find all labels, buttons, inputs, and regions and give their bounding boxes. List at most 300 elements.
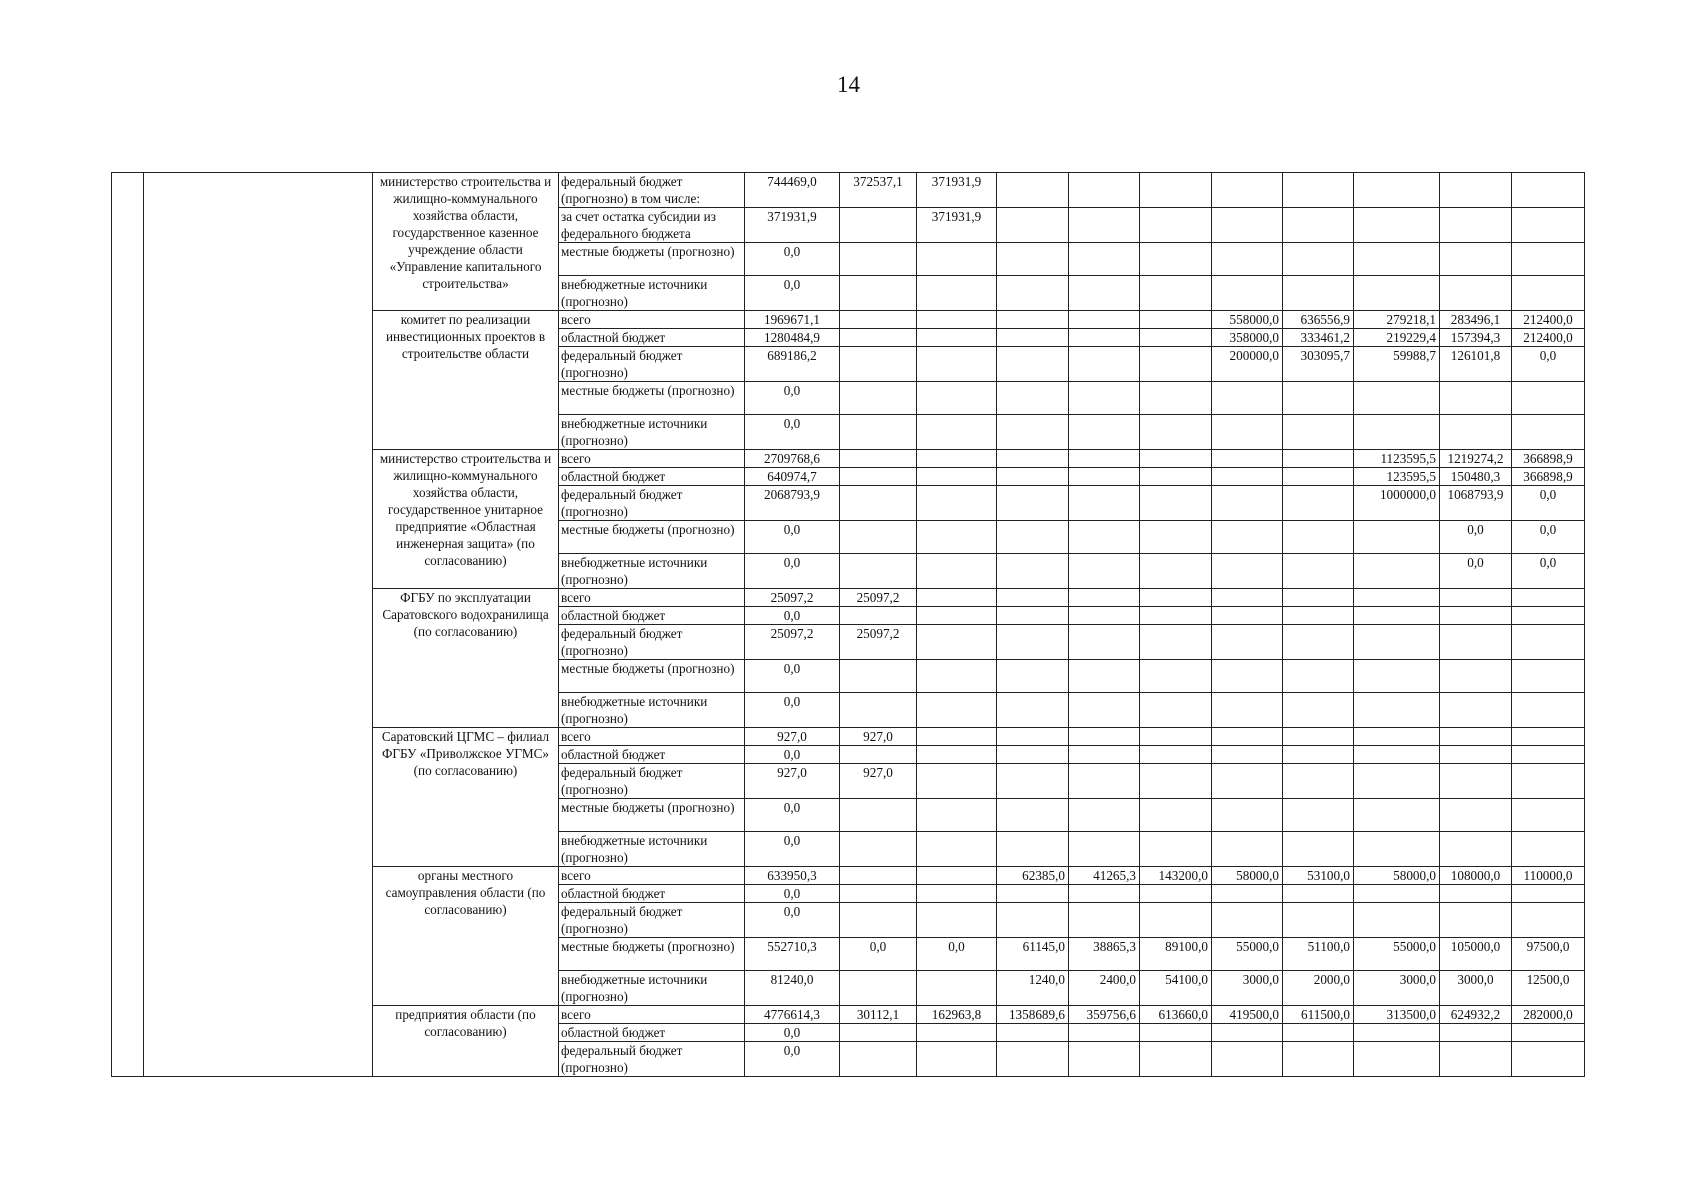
amount-cell — [997, 415, 1069, 450]
amount-cell: 162963,8 — [917, 1006, 997, 1024]
amount-cell — [840, 971, 917, 1006]
amount-cell — [840, 243, 917, 276]
amount-cell — [840, 903, 917, 938]
amount-cell — [1212, 607, 1283, 625]
amount-cell — [917, 276, 997, 311]
funding-source-cell: всего — [559, 728, 745, 746]
amount-cell — [1283, 728, 1354, 746]
amount-cell — [1283, 468, 1354, 486]
amount-cell — [917, 660, 997, 693]
amount-cell — [1140, 746, 1212, 764]
amount-cell — [1069, 589, 1140, 607]
amount-cell — [1212, 208, 1283, 243]
amount-cell — [840, 746, 917, 764]
amount-cell: 12500,0 — [1512, 971, 1585, 1006]
amount-cell — [1512, 903, 1585, 938]
amount-cell — [1283, 764, 1354, 799]
amount-cell — [1512, 1042, 1585, 1077]
amount-cell — [1354, 764, 1440, 799]
amount-cell: 2068793,9 — [745, 486, 840, 521]
amount-cell — [1140, 903, 1212, 938]
amount-cell: 0,0 — [745, 382, 840, 415]
amount-cell — [997, 521, 1069, 554]
amount-cell — [1283, 885, 1354, 903]
funding-source-cell: областной бюджет — [559, 1024, 745, 1042]
amount-cell — [1283, 1024, 1354, 1042]
amount-cell — [1069, 1042, 1140, 1077]
amount-cell — [1354, 554, 1440, 589]
amount-cell — [1212, 173, 1283, 208]
amount-cell — [1283, 208, 1354, 243]
amount-cell — [997, 311, 1069, 329]
amount-cell: 371931,9 — [917, 173, 997, 208]
amount-cell — [1354, 660, 1440, 693]
amount-cell — [1212, 764, 1283, 799]
amount-cell — [917, 243, 997, 276]
amount-cell — [917, 728, 997, 746]
amount-cell — [1212, 903, 1283, 938]
number-column-cell — [112, 173, 144, 1077]
amount-cell — [997, 468, 1069, 486]
amount-cell — [997, 607, 1069, 625]
amount-cell: 0,0 — [745, 1042, 840, 1077]
amount-cell — [1283, 660, 1354, 693]
amount-cell — [1354, 885, 1440, 903]
amount-cell — [1283, 173, 1354, 208]
funding-source-cell: федеральный бюджет (прогнозно) — [559, 486, 745, 521]
amount-cell: 25097,2 — [840, 589, 917, 607]
amount-cell — [997, 329, 1069, 347]
amount-cell — [840, 311, 917, 329]
amount-cell — [1512, 415, 1585, 450]
amount-cell — [1069, 208, 1140, 243]
amount-cell — [1140, 693, 1212, 728]
amount-cell: 1240,0 — [997, 971, 1069, 1006]
amount-cell — [1140, 832, 1212, 867]
amount-cell — [840, 382, 917, 415]
amount-cell: 30112,1 — [840, 1006, 917, 1024]
amount-cell: 0,0 — [1512, 521, 1585, 554]
amount-cell — [1069, 173, 1140, 208]
funding-source-cell: областной бюджет — [559, 746, 745, 764]
amount-cell — [1069, 693, 1140, 728]
funding-source-cell: внебюджетные источники (прогнозно) — [559, 832, 745, 867]
amount-cell: 0,0 — [1512, 554, 1585, 589]
budget-table-body — [112, 173, 1585, 1077]
amount-cell: 157394,3 — [1440, 329, 1512, 347]
funding-source-cell: местные бюджеты (прогнозно) — [559, 938, 745, 971]
amount-cell — [997, 625, 1069, 660]
funding-source-cell: местные бюджеты (прогнозно) — [559, 243, 745, 276]
amount-cell — [1069, 903, 1140, 938]
funding-source-cell: за счет остатка субсидии из федерального бюджета — [559, 208, 745, 243]
executor-cell: Саратовский ЦГМС – филиал ФГБУ «Приволжское УГМС» (по согласованию) — [373, 728, 559, 867]
table-row — [112, 173, 1585, 208]
amount-cell — [840, 554, 917, 589]
amount-cell — [917, 903, 997, 938]
amount-cell — [1069, 1024, 1140, 1042]
amount-cell — [917, 468, 997, 486]
amount-cell — [840, 521, 917, 554]
amount-cell — [1440, 173, 1512, 208]
amount-cell — [1069, 382, 1140, 415]
amount-cell: 97500,0 — [1512, 938, 1585, 971]
amount-cell — [1283, 450, 1354, 468]
funding-source-cell: внебюджетные источники (прогнозно) — [559, 693, 745, 728]
amount-cell: 1219274,2 — [1440, 450, 1512, 468]
amount-cell — [1069, 799, 1140, 832]
amount-cell — [997, 746, 1069, 764]
amount-cell — [1283, 746, 1354, 764]
amount-cell: 89100,0 — [1140, 938, 1212, 971]
amount-cell: 371931,9 — [917, 208, 997, 243]
amount-cell — [1354, 243, 1440, 276]
amount-cell: 25097,2 — [745, 589, 840, 607]
funding-source-cell: местные бюджеты (прогнозно) — [559, 521, 745, 554]
amount-cell: 2709768,6 — [745, 450, 840, 468]
amount-cell — [1283, 607, 1354, 625]
amount-cell — [917, 450, 997, 468]
amount-cell: 0,0 — [1512, 347, 1585, 382]
amount-cell — [1512, 243, 1585, 276]
amount-cell — [1512, 208, 1585, 243]
amount-cell: 0,0 — [1512, 486, 1585, 521]
amount-cell — [1069, 311, 1140, 329]
amount-cell: 200000,0 — [1212, 347, 1283, 382]
amount-cell — [917, 607, 997, 625]
amount-cell — [1354, 693, 1440, 728]
amount-cell: 633950,3 — [745, 867, 840, 885]
amount-cell — [840, 347, 917, 382]
amount-cell: 359756,6 — [1069, 1006, 1140, 1024]
amount-cell — [840, 329, 917, 347]
amount-cell — [1283, 832, 1354, 867]
amount-cell — [1440, 382, 1512, 415]
funding-source-cell: федеральный бюджет (прогнозно) в том числе: — [559, 173, 745, 208]
funding-source-cell: федеральный бюджет (прогнозно) — [559, 1042, 745, 1077]
amount-cell — [1512, 276, 1585, 311]
amount-cell — [1354, 1042, 1440, 1077]
amount-cell — [1283, 1042, 1354, 1077]
amount-cell — [997, 903, 1069, 938]
amount-cell — [917, 329, 997, 347]
amount-cell: 279218,1 — [1354, 311, 1440, 329]
amount-cell: 0,0 — [745, 243, 840, 276]
amount-cell — [1140, 885, 1212, 903]
amount-cell — [840, 415, 917, 450]
amount-cell — [917, 764, 997, 799]
funding-source-cell: всего — [559, 589, 745, 607]
amount-cell — [1212, 521, 1283, 554]
amount-cell — [1440, 660, 1512, 693]
amount-cell — [1140, 276, 1212, 311]
amount-cell: 3000,0 — [1440, 971, 1512, 1006]
amount-cell — [840, 693, 917, 728]
amount-cell — [1512, 693, 1585, 728]
amount-cell: 0,0 — [1440, 554, 1512, 589]
amount-cell — [1283, 382, 1354, 415]
amount-cell: 38865,3 — [1069, 938, 1140, 971]
amount-cell — [1069, 554, 1140, 589]
funding-source-cell: всего — [559, 450, 745, 468]
amount-cell — [1440, 728, 1512, 746]
amount-cell: 212400,0 — [1512, 329, 1585, 347]
amount-cell: 0,0 — [745, 521, 840, 554]
amount-cell — [840, 832, 917, 867]
amount-cell: 58000,0 — [1354, 867, 1440, 885]
amount-cell: 0,0 — [917, 938, 997, 971]
amount-cell — [1212, 589, 1283, 607]
amount-cell: 1358689,6 — [997, 1006, 1069, 1024]
amount-cell — [997, 450, 1069, 468]
funding-source-cell: внебюджетные источники (прогнозно) — [559, 554, 745, 589]
amount-cell — [1140, 764, 1212, 799]
amount-cell — [1440, 625, 1512, 660]
funding-source-cell: внебюджетные источники (прогнозно) — [559, 276, 745, 311]
amount-cell — [1140, 243, 1212, 276]
amount-cell: 313500,0 — [1354, 1006, 1440, 1024]
amount-cell — [1069, 728, 1140, 746]
amount-cell: 613660,0 — [1140, 1006, 1212, 1024]
amount-cell — [1069, 607, 1140, 625]
amount-cell — [1354, 173, 1440, 208]
amount-cell — [1440, 746, 1512, 764]
amount-cell — [840, 867, 917, 885]
amount-cell — [840, 1024, 917, 1042]
amount-cell — [1069, 746, 1140, 764]
amount-cell — [1069, 243, 1140, 276]
amount-cell — [1512, 173, 1585, 208]
amount-cell — [997, 243, 1069, 276]
amount-cell: 927,0 — [840, 764, 917, 799]
amount-cell: 2400,0 — [1069, 971, 1140, 1006]
measure-column-cell — [144, 173, 373, 1077]
amount-cell: 927,0 — [840, 728, 917, 746]
amount-cell — [1512, 746, 1585, 764]
amount-cell — [1140, 1024, 1212, 1042]
amount-cell: 372537,1 — [840, 173, 917, 208]
amount-cell — [917, 486, 997, 521]
amount-cell — [997, 832, 1069, 867]
amount-cell — [1283, 799, 1354, 832]
amount-cell — [840, 607, 917, 625]
amount-cell — [1354, 521, 1440, 554]
amount-cell — [997, 347, 1069, 382]
amount-cell — [1354, 208, 1440, 243]
amount-cell: 81240,0 — [745, 971, 840, 1006]
funding-source-cell: местные бюджеты (прогнозно) — [559, 382, 745, 415]
amount-cell: 0,0 — [745, 554, 840, 589]
page-number: 14 — [837, 72, 860, 97]
amount-cell: 110000,0 — [1512, 867, 1585, 885]
amount-cell — [1440, 415, 1512, 450]
funding-source-cell: областной бюджет — [559, 468, 745, 486]
amount-cell — [1212, 832, 1283, 867]
amount-cell — [1069, 486, 1140, 521]
amount-cell — [1212, 243, 1283, 276]
executor-cell: ФГБУ по эксплуатации Саратовского водохранилища (по согласованию) — [373, 589, 559, 728]
amount-cell: 0,0 — [745, 415, 840, 450]
funding-source-cell: федеральный бюджет (прогнозно) — [559, 347, 745, 382]
amount-cell: 624932,2 — [1440, 1006, 1512, 1024]
amount-cell — [1212, 415, 1283, 450]
amount-cell — [1512, 799, 1585, 832]
amount-cell — [840, 799, 917, 832]
amount-cell: 283496,1 — [1440, 311, 1512, 329]
amount-cell: 54100,0 — [1140, 971, 1212, 1006]
amount-cell — [1512, 728, 1585, 746]
amount-cell — [1283, 486, 1354, 521]
amount-cell — [1140, 607, 1212, 625]
amount-cell: 552710,3 — [745, 938, 840, 971]
amount-cell: 3000,0 — [1354, 971, 1440, 1006]
amount-cell — [917, 382, 997, 415]
amount-cell: 689186,2 — [745, 347, 840, 382]
amount-cell — [840, 486, 917, 521]
amount-cell: 3000,0 — [1212, 971, 1283, 1006]
executor-cell: министерство строительства и жилищно-коммунального хозяйства области, государственное казенное учреждение области «Управление капитального строительства» — [373, 173, 559, 311]
amount-cell — [1512, 589, 1585, 607]
amount-cell — [1512, 885, 1585, 903]
amount-cell — [1212, 728, 1283, 746]
amount-cell — [1140, 382, 1212, 415]
amount-cell — [997, 382, 1069, 415]
amount-cell — [917, 311, 997, 329]
amount-cell: 58000,0 — [1212, 867, 1283, 885]
amount-cell — [1440, 885, 1512, 903]
amount-cell — [840, 276, 917, 311]
amount-cell — [1354, 746, 1440, 764]
amount-cell: 366898,9 — [1512, 468, 1585, 486]
amount-cell — [1212, 486, 1283, 521]
amount-cell — [1354, 728, 1440, 746]
amount-cell — [1140, 486, 1212, 521]
amount-cell — [1440, 764, 1512, 799]
amount-cell — [1512, 832, 1585, 867]
amount-cell — [1283, 554, 1354, 589]
amount-cell — [1440, 243, 1512, 276]
funding-source-cell: местные бюджеты (прогнозно) — [559, 660, 745, 693]
amount-cell: 212400,0 — [1512, 311, 1585, 329]
amount-cell — [1212, 1042, 1283, 1077]
amount-cell: 25097,2 — [840, 625, 917, 660]
amount-cell — [1354, 625, 1440, 660]
amount-cell — [1140, 208, 1212, 243]
amount-cell — [997, 728, 1069, 746]
amount-cell — [1283, 903, 1354, 938]
amount-cell — [1283, 625, 1354, 660]
amount-cell — [1512, 625, 1585, 660]
funding-source-cell: областной бюджет — [559, 607, 745, 625]
funding-source-cell: местные бюджеты (прогнозно) — [559, 799, 745, 832]
amount-cell — [1354, 276, 1440, 311]
amount-cell — [1512, 660, 1585, 693]
amount-cell: 55000,0 — [1212, 938, 1283, 971]
amount-cell — [997, 1024, 1069, 1042]
amount-cell — [917, 1024, 997, 1042]
amount-cell — [1069, 450, 1140, 468]
amount-cell — [1440, 607, 1512, 625]
amount-cell: 51100,0 — [1283, 938, 1354, 971]
amount-cell — [1212, 660, 1283, 693]
amount-cell — [1354, 832, 1440, 867]
amount-cell — [1069, 660, 1140, 693]
amount-cell — [1440, 208, 1512, 243]
amount-cell — [1140, 660, 1212, 693]
amount-cell — [1212, 382, 1283, 415]
amount-cell: 4776614,3 — [745, 1006, 840, 1024]
amount-cell: 219229,4 — [1354, 329, 1440, 347]
amount-cell — [917, 521, 997, 554]
amount-cell: 61145,0 — [997, 938, 1069, 971]
amount-cell — [1069, 625, 1140, 660]
amount-cell — [1440, 799, 1512, 832]
amount-cell — [917, 867, 997, 885]
amount-cell — [1440, 832, 1512, 867]
amount-cell — [997, 799, 1069, 832]
amount-cell — [1354, 382, 1440, 415]
amount-cell — [1283, 521, 1354, 554]
amount-cell — [840, 468, 917, 486]
amount-cell: 0,0 — [745, 607, 840, 625]
funding-source-cell: всего — [559, 311, 745, 329]
executor-cell: органы местного самоуправления области (по согласованию) — [373, 867, 559, 1006]
amount-cell — [840, 1042, 917, 1077]
amount-cell: 358000,0 — [1212, 329, 1283, 347]
funding-source-cell: федеральный бюджет (прогнозно) — [559, 764, 745, 799]
amount-cell — [1140, 1042, 1212, 1077]
amount-cell: 0,0 — [745, 799, 840, 832]
amount-cell — [1140, 311, 1212, 329]
amount-cell — [840, 660, 917, 693]
amount-cell — [1212, 799, 1283, 832]
amount-cell: 143200,0 — [1140, 867, 1212, 885]
amount-cell — [1283, 276, 1354, 311]
amount-cell — [1354, 607, 1440, 625]
amount-cell: 0,0 — [745, 693, 840, 728]
amount-cell — [1212, 1024, 1283, 1042]
amount-cell — [1440, 1042, 1512, 1077]
amount-cell — [1140, 625, 1212, 660]
amount-cell — [1283, 589, 1354, 607]
amount-cell — [997, 1042, 1069, 1077]
amount-cell — [1140, 173, 1212, 208]
amount-cell: 371931,9 — [745, 208, 840, 243]
amount-cell: 333461,2 — [1283, 329, 1354, 347]
amount-cell: 636556,9 — [1283, 311, 1354, 329]
amount-cell: 126101,8 — [1440, 347, 1512, 382]
amount-cell — [997, 885, 1069, 903]
amount-cell — [1212, 693, 1283, 728]
funding-source-cell: всего — [559, 867, 745, 885]
amount-cell — [917, 971, 997, 1006]
amount-cell — [1069, 521, 1140, 554]
amount-cell — [1140, 554, 1212, 589]
executor-cell: министерство строительства и жилищно-коммунального хозяйства области, государственное унитарное предприятие «Областная инженерная защита» (по согласованию) — [373, 450, 559, 589]
amount-cell: 1280484,9 — [745, 329, 840, 347]
amount-cell — [1354, 1024, 1440, 1042]
amount-cell — [1140, 589, 1212, 607]
amount-cell — [1212, 554, 1283, 589]
amount-cell: 0,0 — [745, 832, 840, 867]
amount-cell: 108000,0 — [1440, 867, 1512, 885]
amount-cell: 150480,3 — [1440, 468, 1512, 486]
amount-cell — [917, 1042, 997, 1077]
amount-cell: 303095,7 — [1283, 347, 1354, 382]
amount-cell: 0,0 — [840, 938, 917, 971]
amount-cell — [917, 799, 997, 832]
amount-cell: 0,0 — [1440, 521, 1512, 554]
